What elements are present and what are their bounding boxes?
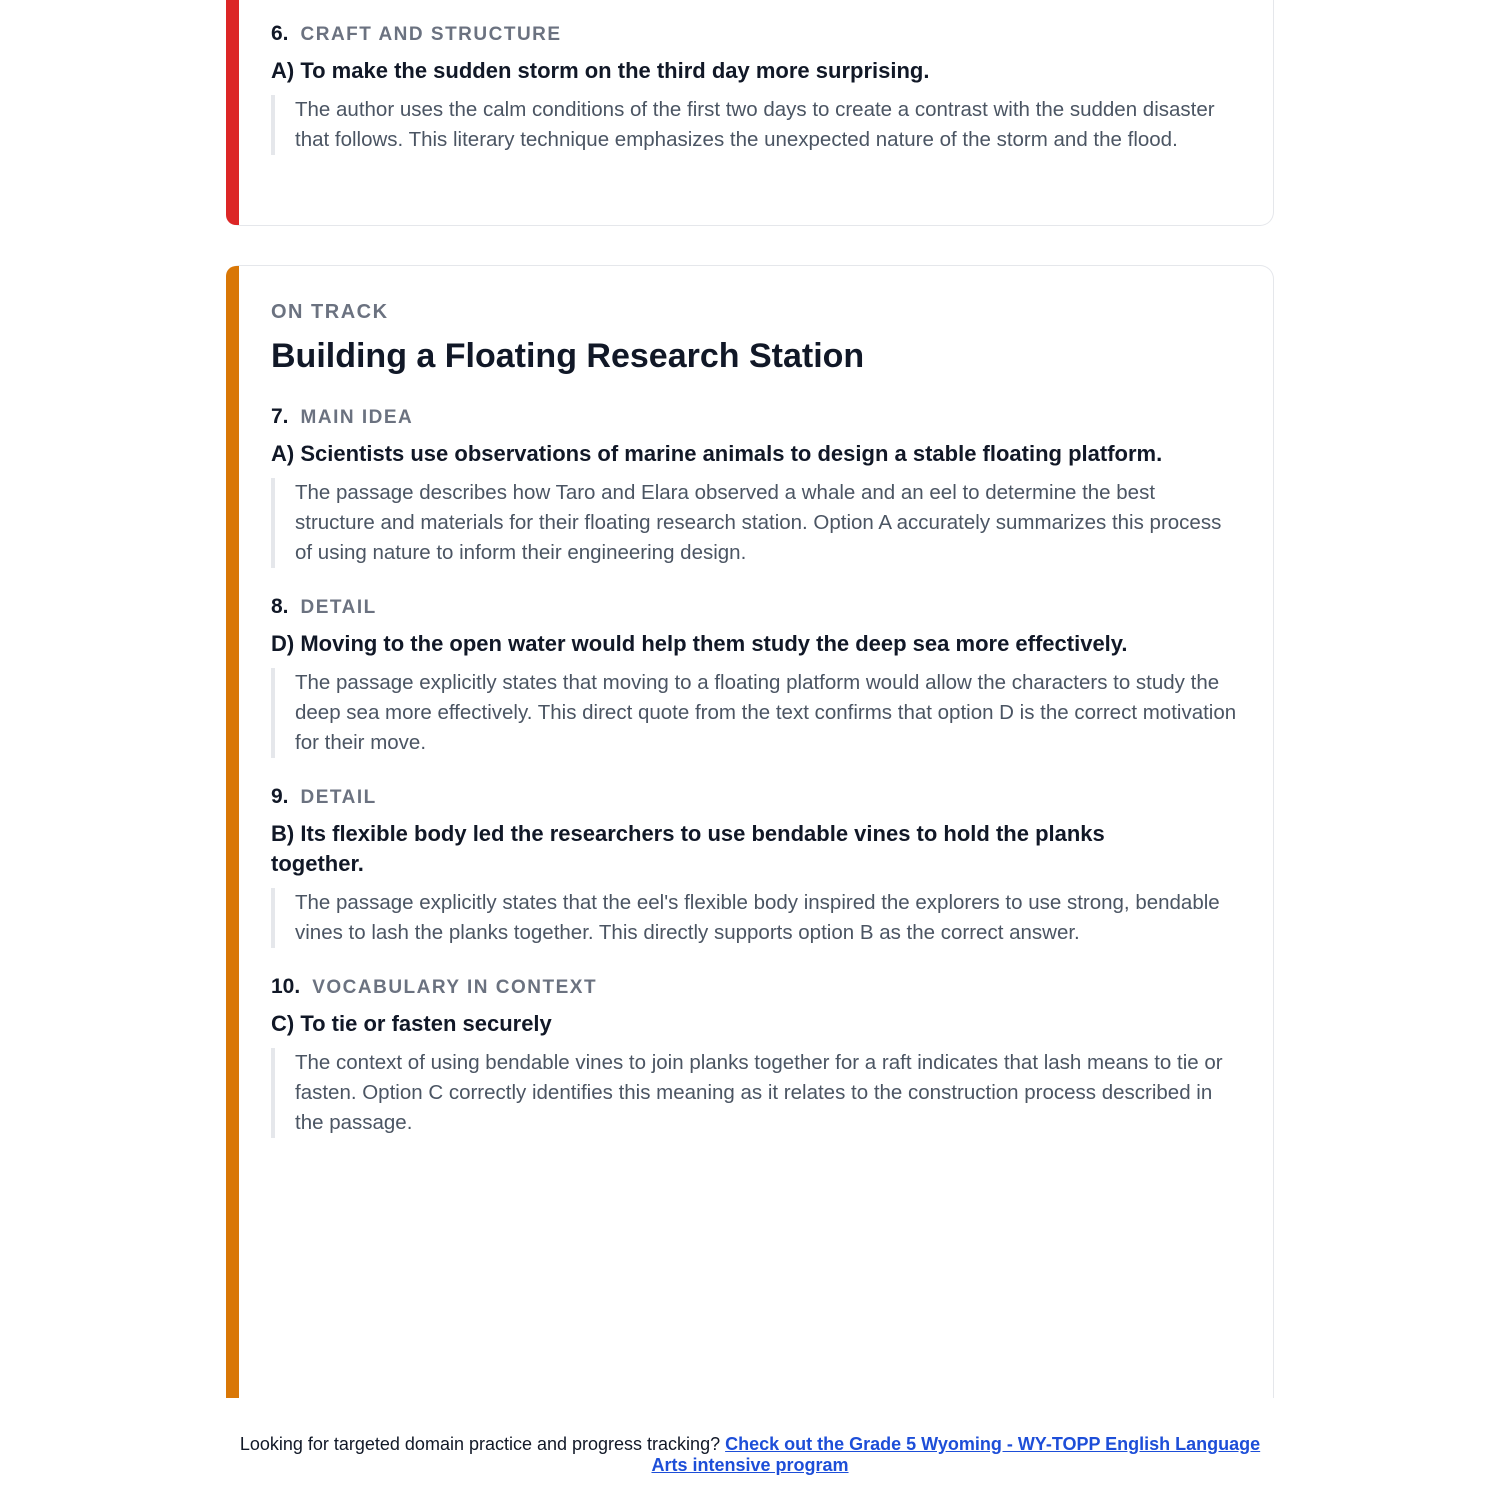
question-8 bbox=[271, 594, 1239, 758]
question-number: 7. bbox=[271, 405, 289, 428]
question-number: 10. bbox=[271, 975, 301, 998]
question-header bbox=[271, 404, 1239, 430]
question-9 bbox=[271, 784, 1239, 948]
status-label: ON TRACK bbox=[271, 301, 389, 323]
program-link[interactable]: Check out the Grade 5 Wyoming - WY-TOPP English Language Arts intensive program bbox=[651, 1434, 1261, 1475]
question-number: 6. bbox=[271, 22, 289, 45]
question-number: 9. bbox=[271, 785, 289, 808]
status-accent-bar-orange bbox=[226, 266, 239, 1398]
footer-text: Looking for targeted domain practice and progress tracking? bbox=[239, 1434, 721, 1454]
question-category: DETAIL bbox=[300, 787, 377, 808]
correct-answer: A) To make the sudden storm on the third day more surprising. bbox=[271, 58, 930, 83]
answer-explanation: The passage explicitly states that the eel's flexible body inspired the explorers to use strong, bendable vines to lash the planks together. This directly supports option B as the correct answer. bbox=[271, 888, 1239, 948]
passage-title: Building a Floating Research Station bbox=[271, 337, 865, 375]
promo-footer bbox=[226, 1434, 1274, 1476]
answer-explanation: The passage explicitly states that moving to a floating platform would allow the characters to study the deep sea more effectively. This direct quote from the text confirms that option D is the correct motivation for their move. bbox=[271, 668, 1239, 758]
question-category: DETAIL bbox=[300, 597, 377, 618]
question-7 bbox=[271, 404, 1239, 568]
answer-explanation: The passage describes how Taro and Elara observed a whale and an eel to determine the best structure and materials for their floating research station. Option A accurately summarizes this process of using nature to inform their engineering design. bbox=[271, 478, 1239, 568]
question-number: 8. bbox=[271, 595, 289, 618]
question-header bbox=[271, 21, 1239, 47]
correct-answer: D) Moving to the open water would help them study the deep sea more effectively. bbox=[271, 631, 1128, 656]
question-category: MAIN IDEA bbox=[300, 407, 414, 428]
question-header bbox=[271, 974, 1239, 1000]
question-10 bbox=[271, 974, 1239, 1138]
status-accent-bar-red bbox=[226, 0, 239, 225]
answer-explanation: The context of using bendable vines to join planks together for a raft indicates that lash means to tie or fasten. Option C correctly identifies this meaning as it relates to the construction process described in the passage. bbox=[271, 1048, 1239, 1138]
question-category: VOCABULARY IN CONTEXT bbox=[312, 977, 598, 998]
question-header bbox=[271, 594, 1239, 620]
answer-card-previous bbox=[226, 0, 1274, 226]
correct-answer: C) To tie or fasten securely bbox=[271, 1011, 552, 1036]
answer-explanation: The author uses the calm conditions of the first two days to create a contrast with the sudden disaster that follows. This literary technique emphasizes the unexpected nature of the storm and the flood. bbox=[271, 95, 1239, 155]
answer-card-passage bbox=[226, 265, 1274, 1398]
question-6 bbox=[271, 21, 1239, 155]
correct-answer: B) Its flexible body led the researchers to use bendable vines to hold the planks together. bbox=[271, 821, 1105, 876]
question-category: CRAFT AND STRUCTURE bbox=[300, 24, 562, 45]
correct-answer: A) Scientists use observations of marine animals to design a stable floating platform. bbox=[271, 441, 1163, 466]
question-header bbox=[271, 784, 1239, 810]
